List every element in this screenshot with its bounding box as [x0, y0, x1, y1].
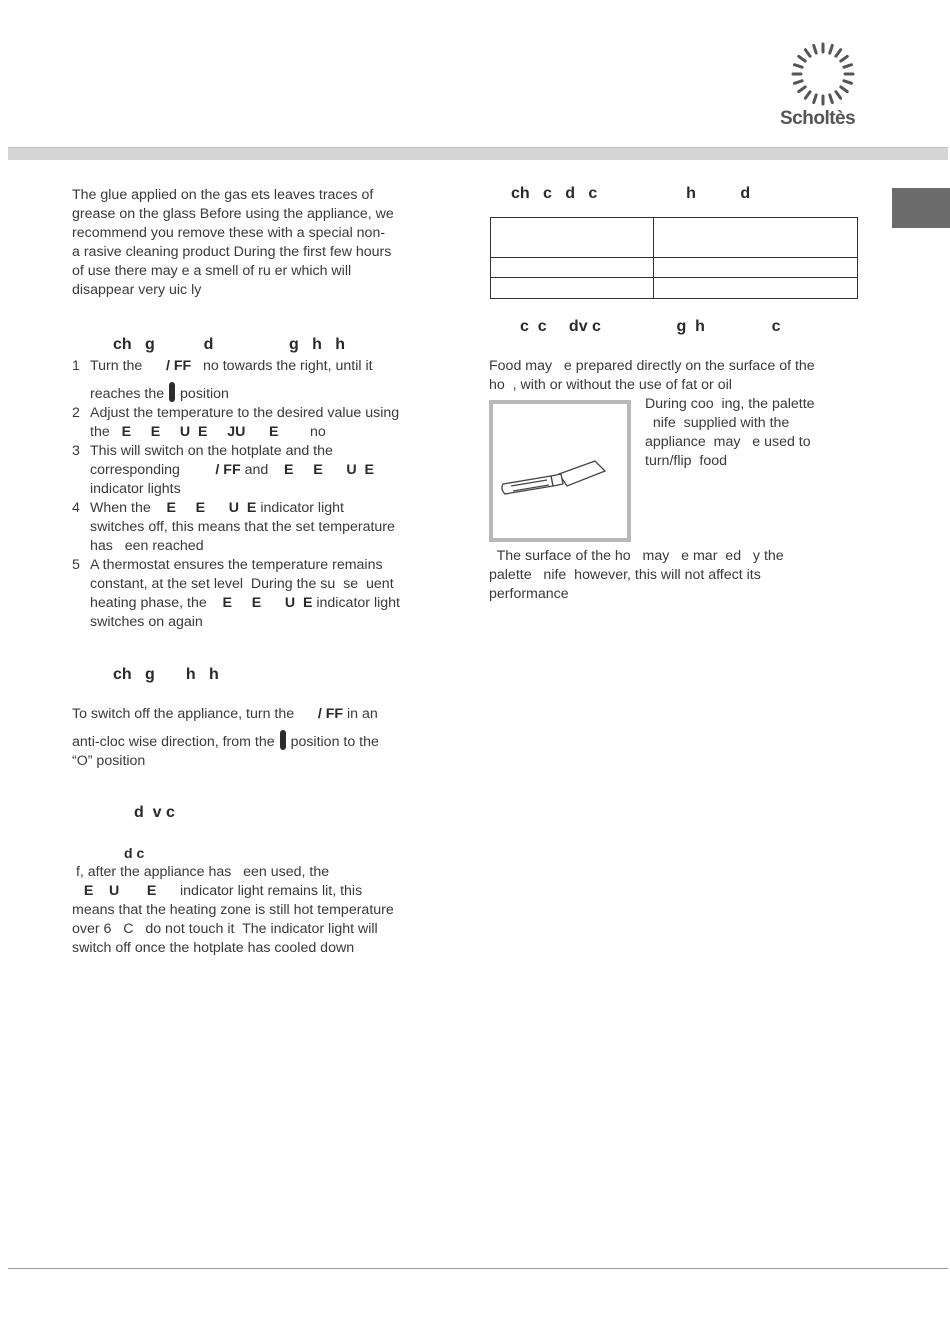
- table-row: [491, 278, 858, 299]
- body-text: performance: [489, 586, 569, 602]
- palette-knife-illustration: [489, 400, 631, 542]
- on-off-label: / FF: [215, 462, 241, 478]
- section-title-switch-off: ch g h h: [113, 666, 219, 683]
- body-text: During coo ing, the palette: [645, 396, 815, 412]
- intro-paragraph: [72, 186, 394, 300]
- brand-logo: [778, 40, 868, 135]
- step-number: 1: [72, 358, 80, 374]
- list-item: [72, 556, 452, 632]
- body-text: anti-cloc wise direction, from the: [72, 734, 275, 750]
- body-text: “O” position: [72, 753, 146, 769]
- step-text: position: [180, 386, 229, 402]
- table-cell: [654, 278, 858, 299]
- section-title-advice: d v c: [134, 804, 175, 821]
- section-title-table: ch c d c h d: [511, 185, 751, 202]
- sunburst-icon: [778, 40, 868, 110]
- intro-line: a rasive cleaning product During the first few hours: [72, 244, 392, 260]
- step-text: the: [90, 424, 110, 440]
- switch-on-steps: [72, 357, 452, 632]
- table-cell: [491, 258, 654, 278]
- section-title-cooking: c c dv c g h c: [520, 318, 781, 335]
- temperature-light-label: E E U E: [222, 595, 313, 611]
- intro-line: disappear very uic ly: [72, 282, 202, 298]
- body-text: over 6 C do not touch it The indicator light will: [72, 921, 378, 937]
- body-text: To switch off the appliance, turn the: [72, 706, 295, 722]
- step-text: no: [310, 424, 326, 440]
- table-cell: [491, 278, 654, 299]
- step-text: A thermostat ensures the temperature remains: [90, 557, 383, 573]
- step-text: has een reached: [90, 538, 204, 554]
- step-text: Adjust the temperature to the desired value using: [90, 405, 400, 421]
- list-item: [72, 442, 452, 499]
- palette-knife-icon: [493, 404, 627, 538]
- step-number: 5: [72, 557, 80, 573]
- body-text: in an: [346, 706, 378, 722]
- knob-position-icon: [169, 382, 175, 402]
- temperature-light-label: E E U E: [166, 500, 257, 516]
- heating-table: [490, 217, 858, 299]
- body-text: palette nife however, this will not affect its: [489, 567, 761, 583]
- step-text: heating phase, the: [90, 595, 207, 611]
- subsection-title: d c: [124, 845, 145, 861]
- body-text: f, after the appliance has een used, the: [72, 864, 330, 880]
- step-text: Turn the: [90, 358, 143, 374]
- step-text: indicator light: [260, 500, 344, 516]
- language-tab-marker: [892, 188, 950, 228]
- intro-line: The glue applied on the gas ets leaves traces of: [72, 187, 374, 203]
- table-row: [491, 218, 858, 258]
- temperature-light-label: E E U E: [284, 462, 374, 478]
- body-text: nife supplied with the: [645, 415, 790, 431]
- on-off-label: / FF: [165, 358, 192, 374]
- step-text: This will switch on the hotplate and the: [90, 443, 333, 459]
- step-number: 4: [72, 500, 80, 516]
- intro-line: of use there may e a smell of ru er which will: [72, 263, 352, 279]
- residual-heat-paragraph: [72, 863, 394, 958]
- food-paragraph: [489, 357, 815, 395]
- body-text: turn/flip food: [645, 453, 728, 469]
- temperature-knob-label: E E U E JU E: [121, 424, 279, 440]
- step-text: no towards the right, until it: [203, 358, 373, 374]
- intro-line: grease on the glass Before using the appliance, we: [72, 206, 394, 222]
- switch-off-paragraph: [72, 705, 379, 771]
- table-cell: [491, 218, 654, 258]
- body-text: ho , with or without the use of fat or oil: [489, 377, 732, 393]
- knife-paragraph: [645, 395, 815, 471]
- section-title-switch-on: ch g d g h h: [113, 336, 346, 353]
- step-number: 2: [72, 405, 80, 421]
- surface-paragraph: [489, 547, 784, 604]
- body-text: means that the heating zone is still hot temperature: [72, 902, 394, 918]
- table-cell: [654, 218, 858, 258]
- step-text: switches off, this means that the set temperature: [90, 519, 395, 535]
- brand-name: Scholtès: [780, 108, 856, 129]
- body-text: The surface of the ho may e mar ed y the: [489, 548, 784, 564]
- body-text: indicator light remains lit, this: [180, 883, 363, 899]
- step-text: constant, at the set level During the su se uent: [90, 576, 394, 592]
- step-text: switches on again: [90, 614, 203, 630]
- step-number: 3: [72, 443, 80, 459]
- list-item: [72, 499, 452, 556]
- residual-heat-label: E U E: [83, 883, 157, 899]
- body-text: position to the: [290, 734, 379, 750]
- step-text: reaches the: [90, 386, 165, 402]
- header-band: [8, 147, 948, 160]
- step-text: indicator lights: [90, 481, 181, 497]
- body-text: appliance may e used to: [645, 434, 811, 450]
- knob-position-icon: [280, 730, 286, 750]
- step-text: When the: [90, 500, 151, 516]
- body-text: Food may e prepared directly on the surface of the: [489, 358, 815, 374]
- table-row: [491, 258, 858, 278]
- table-cell: [654, 258, 858, 278]
- step-text: and: [244, 462, 269, 478]
- body-text: switch off once the hotplate has cooled down: [72, 940, 355, 956]
- on-off-label: / FF: [317, 706, 344, 722]
- step-text: indicator light: [316, 595, 400, 611]
- list-item: [72, 404, 452, 442]
- list-item: [72, 357, 452, 404]
- footer-rule: [8, 1268, 948, 1269]
- step-text: corresponding: [90, 462, 180, 478]
- intro-line: recommend you remove these with a special non-: [72, 225, 386, 241]
